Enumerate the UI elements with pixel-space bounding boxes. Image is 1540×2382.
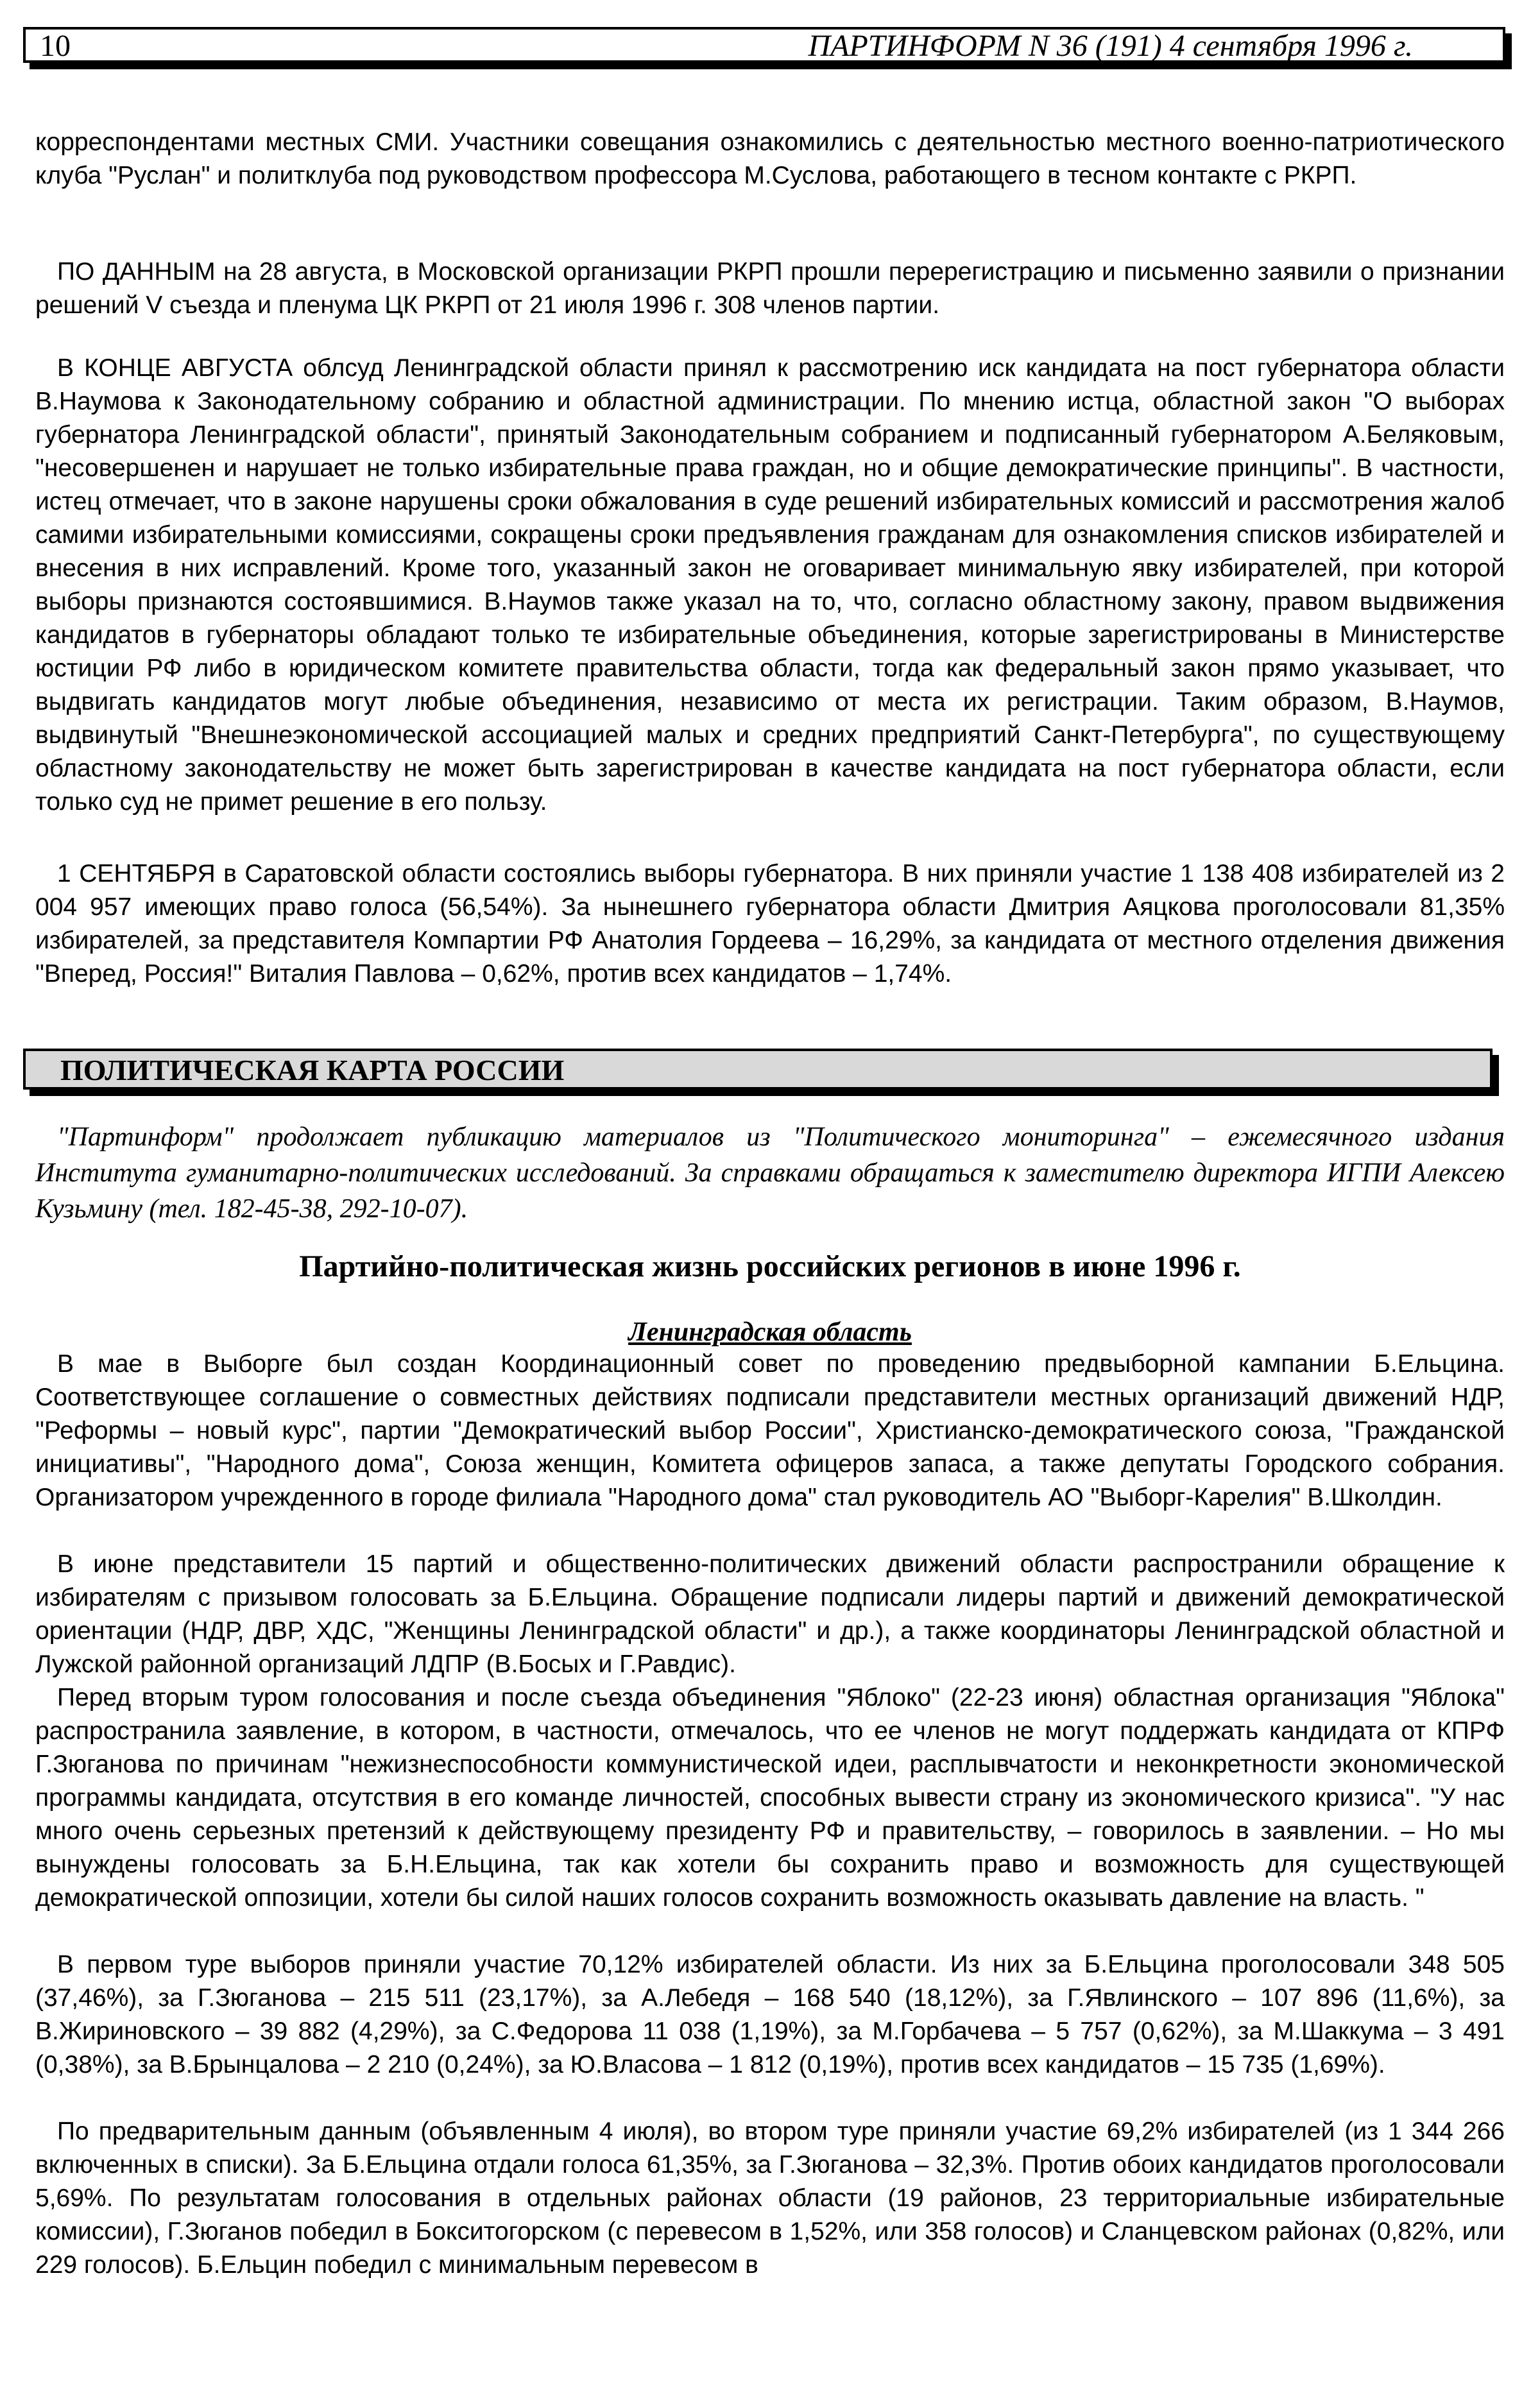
news-paragraph: корреспондентами местных СМИ. Участники совещания ознакомились с деятельностью местного военно-патриотического клуба "Руслан" и политклуба под руководством профессора М.Суслова, работающего в тесном контакте с РКРП. [35, 128, 1505, 189]
news-paragraph: ПО ДАННЫМ на 28 августа, в Московской организации РКРП прошли перерегистрацию и письменно заявили о признании решений V съезда и пленума ЦК РКРП от 21 июля 1996 г. 308 членов партии. [35, 258, 1505, 319]
page-header [23, 27, 1505, 63]
article-paragraph: В мае в Выборге был создан Координационный совет по проведению предвыборной кампании Б.Ельцина. Соответствующее соглашение о совместных действиях подписали представители местных организаций движений НДР, "Реформы – новый курс", партии "Демократический выбор России", Христианско-демократического союза, "Гражданской инициативы", "Народного дома", Союза женщин, Комитета офицеров запаса, а также депутаты Городского собрания. Организатором учрежденного в городе филиала "Народного дома" стал руководитель АО "Выборг-Карелия" В.Школдин. [35, 1350, 1505, 1511]
news-paragraph: 1 СЕНТЯБРЯ в Саратовской области состоялись выборы губернатора. В них приняли участие 1 138 408 избирателей из 2 004 957 имеющих право голоса (56,54%). За нынешнего губернатора области Дмитрия Аяцкова проголосовали 81,35% избирателей, за представителя Компартии РФ Анатолия Гордеева – 16,29%, за кандидата от местного отделения движения "Вперед, Россия!" Виталия Павлова – 0,62%, против всех кандидатов – 1,74%. [35, 860, 1505, 988]
article-paragraph: В июне представители 15 партий и общественно-политических движений области распространили обращение к избирателям с призывом голосовать за Б.Ельцина. Обращение подписали лидеры партий и движений демократической ориентации (НДР, ДВР, ХДС, "Женщины Ленинградской области" и др.), а также координаторы Ленинградской областной и Лужской районной организаций ЛДПР (В.Босых и Г.Равдис). [35, 1550, 1505, 1678]
article-paragraph: В первом туре выборов приняли участие 70,12% избирателей области. Из них за Б.Ельцина проголосовали 348 505 (37,46%), за Г.Зюганова – 215 511 (23,17%), за А.Лебедя – 168 540 (18,12%), за Г.Явлинского – 107 896 (11,6%), за В.Жириновского – 39 882 (4,29%), за С.Федорова 11 038 (1,19%), за М.Горбачева – 5 757 (0,62%), за М.Шаккума – 3 491 (0,38%), за В.Брынцалова – 2 210 (0,24%), за Ю.Власова – 1 812 (0,19%), против всех кандидатов – 15 735 (1,69%). [35, 1951, 1505, 2078]
region-heading: Ленинградская область [628, 1317, 912, 1347]
section-title: ПОЛИТИЧЕСКАЯ КАРТА РОССИИ [60, 1054, 565, 1086]
page-number: 10 [40, 29, 71, 63]
article-paragraph: Перед вторым туром голосования и после съезда объединения "Яблоко" (22-23 июня) областная организация "Яблока" распространила заявление, в котором, в частности, отмечалось, что ее членов не могут поддержать кандидата от КПРФ Г.Зюганова по причинам "нежизнеспособности коммунистической идеи, расплывчатости и неконкретности экономической программы кандидата, отсутствия в его команде личностей, способных вывести страну из экономического кризиса". "У нас много очень серьезных претензий к действующему президенту РФ и правительству, – говорилось в заявлении. – Но мы вынуждены голосовать за Б.Н.Ельцина, так как хотели бы сохранить право и возможность для существующей демократической оппозиции, хотели бы силой наших голосов сохранить возможность оказывать давление на власть. " [35, 1684, 1505, 1912]
issue-info: ПАРТИНФОРМ N 36 (191) 4 сентября 1996 г. [808, 29, 1413, 63]
news-paragraph: В КОНЦЕ АВГУСТА облсуд Ленинградской области принял к рассмотрению иск кандидата на пост губернатора области В.Наумова к Законодательному собранию и областной администрации. По мнению истца, областной закон "О выборах губернатора Ленинградской области", принятый Законодательным собранием и подписанный губернатором А.Беляковым, "несовершенен и нарушает не только избирательные права граждан, но и общие демократические принципы". В частности, истец отмечает, что в законе нарушены сроки обжалования в суде решений избирательных комиссий и рассмотрения жалоб самими избирательными комиссиями, сокращены сроки предъявления гражданам для ознакомления списков избирателей и внесения в них исправлений. Кроме того, указанный закон не оговаривает минимальную явку избирателей, при которой выборы признаются состоявшимися. В.Наумов также указал на то, что, согласно областному закону, правом выдвижения кандидатов в губернаторы обладают только те избирательные объединения, которые зарегистрированы в Министерстве юстиции РФ либо в юридическом комитете правительства области, тогда как федеральный закон прямо указывает, что выдвигать кандидатов могут любые объединения, независимо от места их регистрации. Таким образом, В.Наумов, выдвинутый "Внешнеэкономической ассоциацией малых и средних предприятий Санкт-Петербурга", по существующему областному законодательству не может быть зарегистрирован в качестве кандидата на пост губернатора области, если только суд не примет решение в его пользу. [35, 354, 1505, 816]
article-paragraph: По предварительным данным (объявленным 4 июля), во втором туре приняли участие 69,2% избирателей (из 1 344 266 включенных в списки). За Б.Ельцина отдали голоса 61,35%, за Г.Зюганова – 32,3%. Против обоих кандидатов проголосовали 5,69%. По результатам голосования в отдельных районах области (19 районов, 23 территориальные избирательные комиссии), Г.Зюганов победил в Бокситогорском (с перевесом в 1,52%, или 358 голосов) и Сланцевском районах (0,82%, или 229 голосов). Б.Ельцин победил с минимальным перевесом в [35, 2118, 1505, 2279]
intro-note: "Партинформ" продолжает публикацию материалов из "Политического мониторинга" – ежемесячного издания Института гуманитарно-политических исследований. За справками обращаться к заместителю директора ИГПИ Алексею Кузьмину (тел. 182-45-38, 292-10-07). [35, 1122, 1505, 1224]
section-banner [23, 1049, 1493, 1090]
article-title: Партийно-политическая жизнь российских регионов в июне 1996 г. [299, 1249, 1241, 1283]
